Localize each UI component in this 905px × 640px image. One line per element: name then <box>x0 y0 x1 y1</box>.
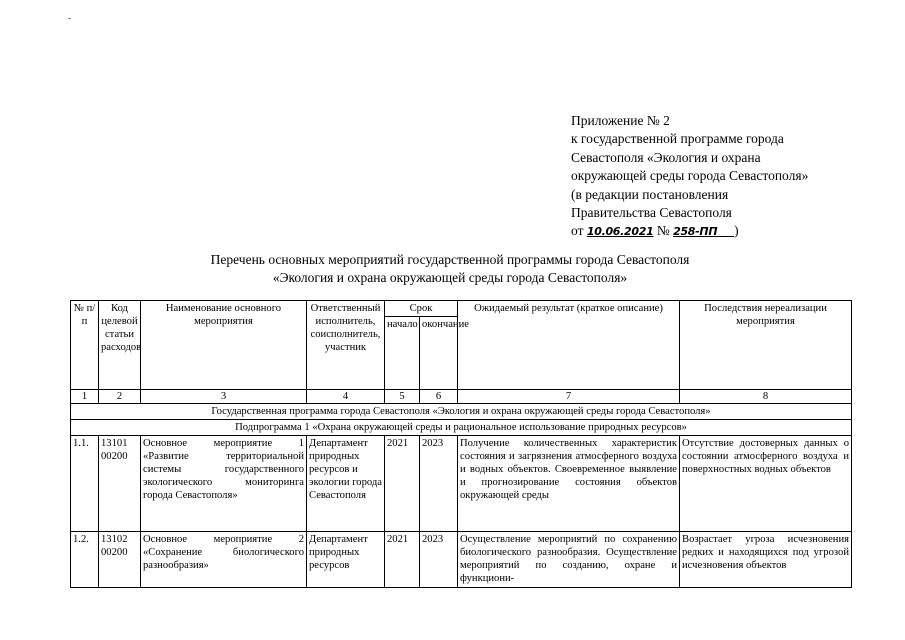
handwritten-date: 10.06.2021 <box>586 225 654 239</box>
program-title: Государственная программа города Севастополя «Экология и охрана окружающей среды города Севастополя» <box>71 404 852 420</box>
col-header-term: Срок <box>385 301 458 317</box>
appendix-date-line <box>571 222 891 241</box>
column-number: 2 <box>99 390 141 404</box>
column-number-row <box>71 390 852 404</box>
col-header-start: начало <box>385 317 420 390</box>
title-line-2: «Экология и охрана окружающей среды города Севастополя» <box>272 270 628 285</box>
col-header-end: окончание <box>420 317 458 390</box>
col-header-consequences: Последствия нереализации мероприятия <box>680 301 852 390</box>
from-prefix: от <box>571 223 584 239</box>
row-end: 2023 <box>420 532 458 588</box>
column-number: 5 <box>385 390 420 404</box>
col-header-code: Код целевой статьи расходов <box>99 301 141 390</box>
document-title <box>120 251 780 287</box>
appendix-line: окружающей среды города Севастополя» <box>571 168 809 184</box>
column-number: 8 <box>680 390 852 404</box>
measures-table <box>70 300 852 588</box>
program-row <box>71 404 852 420</box>
row-code: 13102 00200 <box>99 532 141 588</box>
column-number: 7 <box>458 390 680 404</box>
column-number: 6 <box>420 390 458 404</box>
row-resp: Департамент природных ресурсов и экологии города Севастополя <box>307 436 385 532</box>
close-paren: ) <box>734 223 739 239</box>
table-row <box>71 436 852 532</box>
appendix-line: Правительства Севастополя <box>571 205 732 221</box>
header-row <box>71 301 852 317</box>
appendix-line: Севастополя «Экология и охрана <box>571 149 761 165</box>
page-cutoff <box>0 607 905 640</box>
column-number: 3 <box>141 390 307 404</box>
col-header-resp: Ответственный исполнитель, соисполнитель, участник <box>307 301 385 390</box>
handwritten-number: 258-ПП <box>673 225 718 239</box>
scan-mark <box>68 18 71 19</box>
title-line-1: Перечень основных мероприятий государственной программы города Севастополя <box>210 252 690 267</box>
row-start: 2021 <box>385 532 420 588</box>
appendix-line: Приложение № 2 <box>571 113 670 128</box>
subprogram-row <box>71 420 852 436</box>
row-num: 1.2. <box>71 532 99 588</box>
row-resp: Департамент природных ресурсов <box>307 532 385 588</box>
row-name: Основное мероприятие 1 «Развитие территориальной системы государственного экологического мониторинга города Севастополя» <box>141 436 307 532</box>
row-name: Основное мероприятие 2 «Сохранение биологического разнообразия» <box>141 532 307 588</box>
row-num: 1.1. <box>71 436 99 532</box>
row-consequences: Отсутствие достоверных данных о состоянии атмосферного воздуха и поверхностных водных объектов <box>680 436 852 532</box>
col-header-num: № п/п <box>71 301 99 390</box>
appendix-line: (в редакции постановления <box>571 186 729 202</box>
row-result: Осуществление мероприятий по сохранению биологического разнообразия. Осуществление мероприятий по созданию, охране и функциони- <box>458 532 680 588</box>
subprogram-title: Подпрограмма 1 «Охрана окружающей среды и рациональное использование природных ресурсов» <box>71 420 852 436</box>
row-start: 2021 <box>385 436 420 532</box>
column-number: 1 <box>71 390 99 404</box>
row-code: 13101 00200 <box>99 436 141 532</box>
row-consequences: Возрастает угроза исчезновения редких и находящихся под угрозой исчезновения объектов <box>680 532 852 588</box>
number-sign: № <box>656 223 670 239</box>
appendix-block <box>571 112 891 242</box>
row-result: Получение количественных характеристик состояния и загрязнения атмосферного воздуха и водных объектов. Своевременное выявление и прогнозирование состояния объектов окружающей среды <box>458 436 680 532</box>
col-header-name: Наименование основного мероприятия <box>141 301 307 390</box>
column-number: 4 <box>307 390 385 404</box>
row-end: 2023 <box>420 436 458 532</box>
appendix-line: к государственной программе города <box>571 131 784 147</box>
table-row <box>71 532 852 588</box>
col-header-result: Ожидаемый результат (краткое описание) <box>458 301 680 390</box>
